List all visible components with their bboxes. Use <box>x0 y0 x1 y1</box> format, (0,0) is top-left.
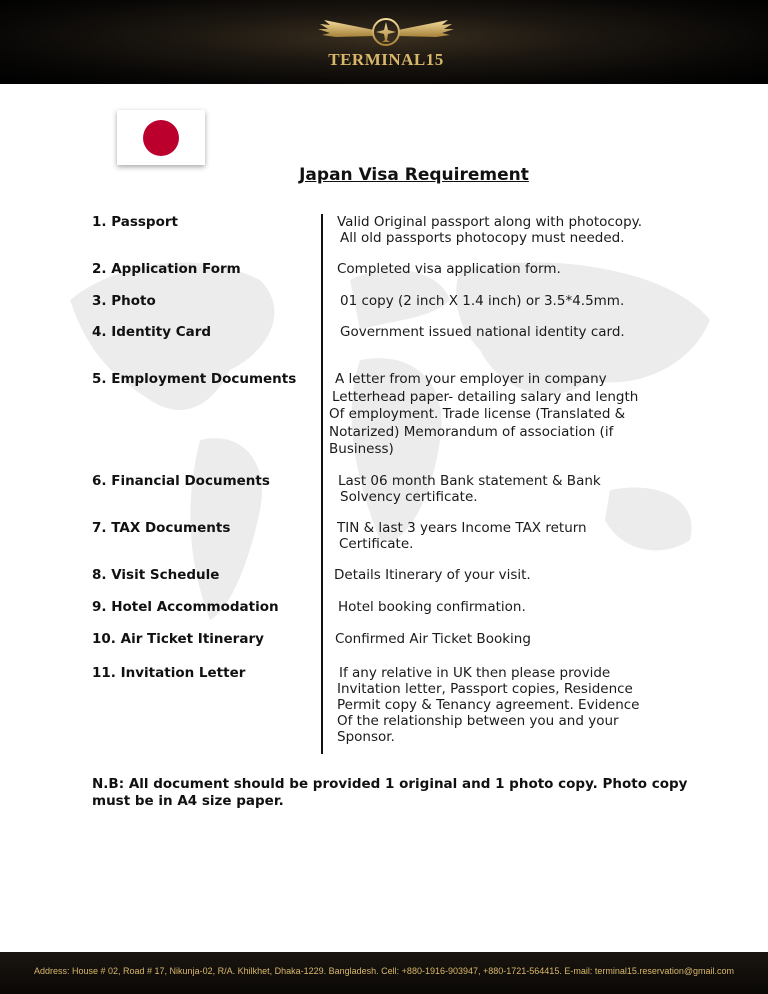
description-line: Government issued national identity card. <box>340 324 625 340</box>
terminal15-logo <box>316 14 456 70</box>
description-line: Notarized) Memorandum of association (if <box>329 423 614 440</box>
description-line: Hotel booking confirmation. <box>338 599 526 615</box>
description-line: If any relative in UK then please provide <box>339 665 611 681</box>
description-line: All old passports photocopy must needed. <box>340 230 625 246</box>
requirement-label: 8. Visit Schedule <box>92 567 220 583</box>
brand-name: TERMINAL15 <box>328 50 444 69</box>
description-line: Permit copy & Tenancy agreement. Evidence <box>337 697 640 713</box>
requirement-description <box>337 665 639 745</box>
description-line: Valid Original passport along with photocopy. <box>337 214 642 230</box>
requirement-label: 5. Employment Documents <box>92 371 297 387</box>
description-line: Details Itinerary of your visit. <box>334 567 531 583</box>
requirement-label: 3. Photo <box>92 293 156 309</box>
footer-address: Address: House # 02, Road # 17, Nikunja-02, R/A. Khilkhet, Dhaka-1229. Bangladesh. Cell: +880-1916-903947, +880-1721-564415. E-mail: terminal15.reservation@gmail.com <box>33 966 735 976</box>
description-line: Completed visa application form. <box>337 261 561 277</box>
requirement-label: 9. Hotel Accommodation <box>92 599 279 615</box>
requirement-description <box>338 599 526 615</box>
requirement-description <box>340 324 625 340</box>
description-line: Certificate. <box>339 536 414 552</box>
flag-red-disc <box>143 120 179 156</box>
requirement-description <box>329 371 638 459</box>
requirement-label: 10. Air Ticket Itinerary <box>92 631 264 647</box>
requirement-description <box>337 214 642 246</box>
requirement-label: 6. Financial Documents <box>92 473 270 489</box>
nb-note: N.B: All document should be provided 1 original and 1 photo copy. Photo copy must be in A4 size paper. <box>92 776 688 809</box>
description-line: Last 06 month Bank statement & Bank <box>338 473 601 489</box>
description-line: Invitation letter, Passport copies, Residence <box>337 681 633 697</box>
description-line: TIN & last 3 years Income TAX return <box>337 520 587 536</box>
description-line: 01 copy (2 inch X 1.4 inch) or 3.5*4.5mm. <box>340 293 625 309</box>
description-line: Confirmed Air Ticket Booking <box>335 631 531 647</box>
description-line: Letterhead paper- detailing salary and length <box>332 388 639 405</box>
requirement-label: 1. Passport <box>92 214 178 230</box>
requirement-description <box>338 473 601 505</box>
header-banner <box>0 0 768 84</box>
requirement-description <box>335 631 531 647</box>
requirement-label: 2. Application Form <box>92 261 241 277</box>
footer-banner <box>0 952 768 994</box>
description-line: Solvency certificate. <box>340 489 478 505</box>
requirement-description <box>340 293 624 309</box>
description-line: Sponsor. <box>337 729 395 745</box>
requirement-label: 7. TAX Documents <box>92 520 231 536</box>
description-line: A letter from your employer in company <box>335 371 607 387</box>
description-line: Of employment. Trade license (Translated & <box>329 406 626 422</box>
column-divider <box>321 214 323 754</box>
requirement-description <box>334 567 531 583</box>
winged-plane-icon <box>316 14 456 50</box>
requirement-description <box>337 520 587 552</box>
japan-flag <box>117 110 205 165</box>
page-title: Japan Visa Requirement <box>299 165 529 185</box>
requirement-label: 11. Invitation Letter <box>92 665 246 681</box>
requirement-label: 4. Identity Card <box>92 324 212 340</box>
description-line: Of the relationship between you and your <box>337 713 619 729</box>
description-line: Business) <box>329 441 394 457</box>
requirement-description <box>337 261 561 277</box>
